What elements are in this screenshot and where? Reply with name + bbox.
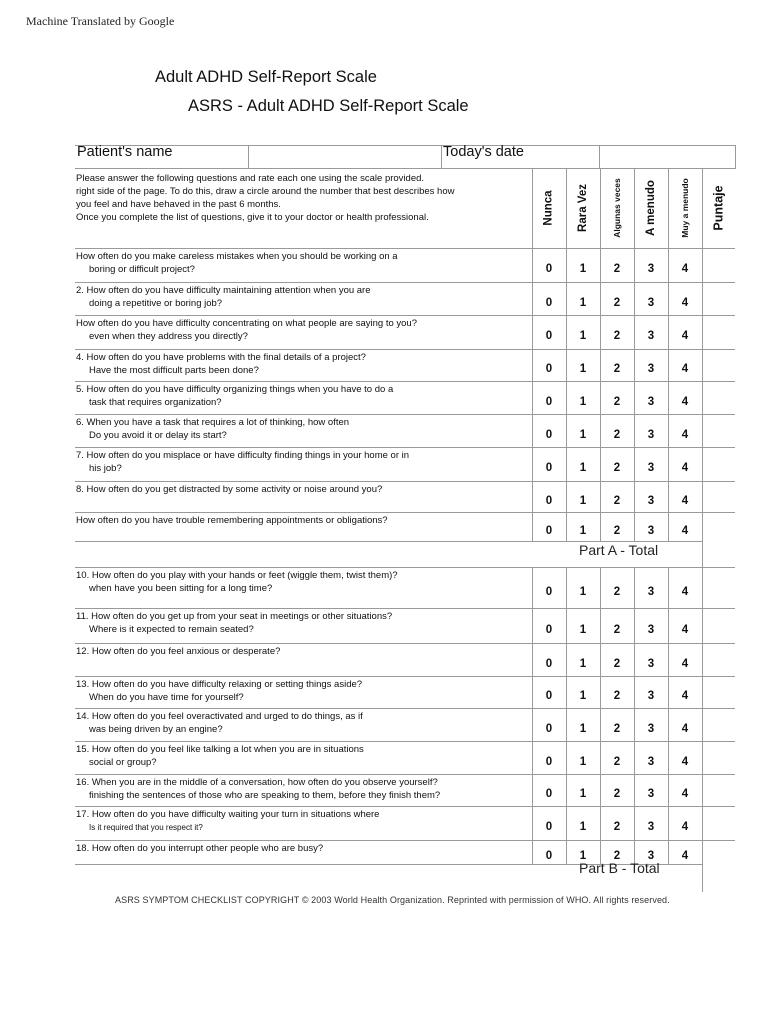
question-text-continued: Do you avoid it or delay its start? <box>89 429 227 441</box>
column-divider <box>702 168 703 541</box>
score-option[interactable]: 1 <box>579 586 587 598</box>
score-option[interactable]: 0 <box>545 850 553 862</box>
question-item <box>76 352 366 377</box>
score-option[interactable]: 3 <box>647 495 655 507</box>
question-text-continued: even when they address you directly? <box>89 330 248 342</box>
question-item <box>76 809 379 834</box>
todays-date-label: Today's date <box>443 144 524 160</box>
score-option[interactable]: 3 <box>647 658 655 670</box>
question-item <box>76 570 398 595</box>
score-option[interactable]: 2 <box>613 263 621 275</box>
score-option[interactable]: 1 <box>579 396 587 408</box>
column-divider <box>702 864 703 892</box>
row-divider <box>75 567 735 568</box>
score-option[interactable]: 3 <box>647 821 655 833</box>
question-text-continued: doing a repetitive or boring job? <box>89 297 223 309</box>
instructions <box>76 172 516 224</box>
score-option[interactable]: 4 <box>681 850 689 862</box>
score-option[interactable]: 3 <box>647 429 655 441</box>
row-divider <box>75 248 735 249</box>
score-option[interactable]: 1 <box>579 821 587 833</box>
score-option[interactable]: 3 <box>647 756 655 768</box>
score-option[interactable]: 2 <box>613 690 621 702</box>
score-option[interactable]: 1 <box>579 429 587 441</box>
score-option[interactable]: 0 <box>545 363 553 375</box>
score-option[interactable]: 3 <box>647 850 655 862</box>
score-option[interactable]: 4 <box>681 363 689 375</box>
score-option[interactable]: 2 <box>613 658 621 670</box>
score-option[interactable]: 3 <box>647 462 655 474</box>
score-option[interactable]: 3 <box>647 586 655 598</box>
score-option[interactable]: 0 <box>545 821 553 833</box>
column-header-puntaje: Puntaje <box>712 185 726 231</box>
question-text: 5. How often do you have difficulty organizing things when you have to do a <box>76 384 394 395</box>
row-divider <box>75 643 735 644</box>
score-option[interactable]: 2 <box>613 462 621 474</box>
question-text: 10. How often do you play with your hands or feet (wiggle them, twist them)? <box>76 570 398 581</box>
row-divider <box>75 349 735 350</box>
question-text-continued: when have you been sitting for a long time? <box>89 582 273 594</box>
question-text-continued: Have the most difficult parts been done? <box>89 364 259 376</box>
score-option[interactable]: 1 <box>579 723 587 735</box>
row-divider <box>75 708 735 709</box>
question-text: 12. How often do you feel anxious or desperate? <box>76 646 281 657</box>
score-option[interactable]: 1 <box>579 525 587 537</box>
score-option[interactable]: 2 <box>613 363 621 375</box>
question-item <box>76 711 363 736</box>
score-option[interactable]: 3 <box>647 624 655 636</box>
score-option[interactable]: 4 <box>681 297 689 309</box>
machine-translated-note: Machine Translated by Google <box>26 14 175 28</box>
question-item <box>76 417 349 442</box>
column-divider <box>735 145 736 169</box>
question-text: 4. How often do you have problems with the final details of a project? <box>76 352 366 363</box>
column-divider <box>702 567 703 864</box>
score-option[interactable]: 1 <box>579 788 587 800</box>
question-text-continued: boring or difficult project? <box>89 263 195 275</box>
score-option[interactable]: 2 <box>613 586 621 598</box>
question-text: 16. When you are in the middle of a conversation, how often do you observe yourself? <box>76 777 438 788</box>
score-option[interactable]: 0 <box>545 525 553 537</box>
part-a-total-label: Part A - Total <box>579 542 659 558</box>
score-option[interactable]: 3 <box>647 396 655 408</box>
score-option[interactable]: 4 <box>681 690 689 702</box>
question-text: 6. When you have a task that requires a lot of thinking, how often <box>76 417 350 428</box>
score-option[interactable]: 4 <box>681 263 689 275</box>
question-text: 2. How often do you have difficulty maintaining attention when you are <box>76 285 371 296</box>
column-divider <box>566 168 567 541</box>
question-text-continued: social or group? <box>89 756 157 768</box>
date-divider <box>441 145 442 169</box>
score-option[interactable]: 3 <box>647 525 655 537</box>
score-option[interactable]: 0 <box>545 788 553 800</box>
score-option[interactable]: 0 <box>545 495 553 507</box>
question-text: 13. How often do you have difficulty relaxing or setting things aside? <box>76 679 363 690</box>
question-text: How often do you have difficulty concentrating on what people are saying to you? <box>76 318 417 329</box>
score-option[interactable]: 4 <box>681 658 689 670</box>
score-option[interactable]: 3 <box>647 788 655 800</box>
row-divider <box>75 512 735 513</box>
column-divider <box>634 168 635 541</box>
name-divider <box>248 145 249 169</box>
column-divider <box>600 567 601 864</box>
score-option[interactable]: 0 <box>545 690 553 702</box>
column-header-rara-vez: Rara Vez <box>577 184 590 232</box>
score-option[interactable]: 3 <box>647 363 655 375</box>
page-title: Adult ADHD Self-Report Scale <box>155 68 377 86</box>
row-divider <box>75 608 735 609</box>
column-divider <box>702 541 703 567</box>
score-option[interactable]: 1 <box>579 658 587 670</box>
column-divider <box>600 168 601 541</box>
score-option[interactable]: 0 <box>545 396 553 408</box>
question-text: How often do you have trouble remembering appointments or obligations? <box>76 515 388 526</box>
question-text: 15. How often do you feel like talking a lot when you are in situations <box>76 744 364 755</box>
question-text: 14. How often do you feel overactivated and urged to do things, as if <box>76 711 363 722</box>
score-option[interactable]: 3 <box>647 690 655 702</box>
score-option[interactable]: 2 <box>613 723 621 735</box>
score-option[interactable]: 0 <box>545 429 553 441</box>
question-text: How often do you make careless mistakes when you should be working on a <box>76 251 398 262</box>
row-divider <box>75 282 735 283</box>
column-divider <box>532 168 533 541</box>
score-option[interactable]: 2 <box>613 850 621 862</box>
score-option[interactable]: 0 <box>545 658 553 670</box>
score-option[interactable]: 2 <box>613 821 621 833</box>
score-option[interactable]: 0 <box>545 297 553 309</box>
question-item <box>76 484 382 497</box>
score-option[interactable]: 4 <box>681 330 689 342</box>
part-b-total-label: Part B - Total <box>579 860 660 876</box>
instruction-line: Once you complete the list of questions, give it to your doctor or health professional. <box>76 212 429 223</box>
column-header-nunca: Nunca <box>543 190 555 226</box>
score-option[interactable]: 0 <box>545 723 553 735</box>
score-option[interactable]: 3 <box>647 263 655 275</box>
question-text: 11. How often do you get up from your seat in meetings or other situations? <box>76 611 393 622</box>
score-option[interactable]: 2 <box>613 495 621 507</box>
score-option[interactable]: 3 <box>647 723 655 735</box>
score-option[interactable]: 1 <box>579 363 587 375</box>
score-option[interactable]: 4 <box>681 723 689 735</box>
question-text: 7. How often do you misplace or have difficulty finding things in your home or in <box>76 450 410 461</box>
question-text-continued: task that requires organization? <box>89 396 222 408</box>
score-option[interactable]: 4 <box>681 525 689 537</box>
column-header-algunas-veces: Algunas veces <box>612 178 622 238</box>
score-option[interactable]: 0 <box>545 330 553 342</box>
question-text: 18. How often do you interrupt other people who are busy? <box>76 843 324 854</box>
score-option[interactable]: 4 <box>681 756 689 768</box>
score-option[interactable]: 1 <box>579 756 587 768</box>
score-option[interactable]: 4 <box>681 396 689 408</box>
score-option[interactable]: 1 <box>579 330 587 342</box>
column-divider <box>532 567 533 864</box>
score-option[interactable]: 4 <box>681 788 689 800</box>
question-text: 8. How often do you get distracted by some activity or noise around you? <box>76 484 383 495</box>
score-option[interactable]: 1 <box>579 850 587 862</box>
question-item <box>76 384 393 409</box>
score-option[interactable]: 0 <box>545 756 553 768</box>
score-option[interactable]: 2 <box>613 788 621 800</box>
score-option[interactable]: 2 <box>613 624 621 636</box>
header-bottom-border <box>75 168 735 169</box>
score-option[interactable]: 1 <box>579 495 587 507</box>
score-option[interactable]: 0 <box>545 263 553 275</box>
score-option[interactable]: 1 <box>579 690 587 702</box>
column-divider <box>634 567 635 864</box>
column-divider <box>668 168 669 541</box>
score-option[interactable]: 0 <box>545 462 553 474</box>
row-divider <box>75 315 735 316</box>
row-divider <box>75 481 735 482</box>
score-option[interactable]: 0 <box>545 586 553 598</box>
score-option[interactable]: 1 <box>579 263 587 275</box>
row-divider <box>75 447 735 448</box>
score-option[interactable]: 1 <box>579 624 587 636</box>
question-item <box>76 679 362 704</box>
question-item <box>76 843 323 856</box>
score-option[interactable]: 4 <box>681 624 689 636</box>
row-divider <box>75 840 735 841</box>
question-item <box>76 777 440 802</box>
question-text-continued: finishing the sentences of those who are speaking to them, before they finish them? <box>89 789 441 801</box>
instruction-line: you feel and have behaved in the past 6 months. <box>76 199 281 210</box>
row-divider <box>75 676 735 677</box>
score-option[interactable]: 1 <box>579 297 587 309</box>
score-option[interactable]: 2 <box>613 525 621 537</box>
row-divider <box>75 741 735 742</box>
column-header-a-menudo: A menudo <box>645 180 658 236</box>
question-text-continued: was being driven by an engine? <box>89 723 223 735</box>
question-item <box>76 744 364 769</box>
instruction-line: Please answer the following questions and rate each one using the scale provided. <box>76 173 425 184</box>
score-option[interactable]: 4 <box>681 495 689 507</box>
score-option[interactable]: 2 <box>613 330 621 342</box>
date-end-divider <box>599 145 600 169</box>
question-text-continued: When do you have time for yourself? <box>89 691 244 703</box>
question-text-continued: Is it required that you respect it? <box>89 822 203 832</box>
column-header-muy-a-menudo: Muy a menudo <box>680 178 691 238</box>
score-option[interactable]: 4 <box>681 821 689 833</box>
question-text-continued: his job? <box>89 462 122 474</box>
patient-name-label: Patient's name <box>77 144 173 160</box>
page-subtitle: ASRS - Adult ADHD Self-Report Scale <box>188 97 469 115</box>
score-option[interactable]: 4 <box>681 429 689 441</box>
score-option[interactable]: 2 <box>613 396 621 408</box>
score-option[interactable]: 4 <box>681 462 689 474</box>
score-option[interactable]: 2 <box>613 429 621 441</box>
question-text: 17. How often do you have difficulty waiting your turn in situations where <box>76 809 380 820</box>
instruction-line: right side of the page. To do this, draw a circle around the number that best describes how <box>76 186 455 197</box>
question-item <box>76 318 417 343</box>
question-item <box>76 285 371 310</box>
copyright-notice: ASRS SYMPTOM CHECKLIST COPYRIGHT © 2003 World Health Organization. Reprinted with permission of WHO. All rights reserved. <box>115 895 670 905</box>
score-option[interactable]: 4 <box>681 586 689 598</box>
question-item <box>76 515 388 528</box>
question-text-continued: Where is it expected to remain seated? <box>89 623 254 635</box>
question-item <box>76 646 280 659</box>
score-option[interactable]: 1 <box>579 462 587 474</box>
score-option[interactable]: 2 <box>613 297 621 309</box>
score-option[interactable]: 3 <box>647 330 655 342</box>
column-divider <box>668 567 669 864</box>
score-option[interactable]: 0 <box>545 624 553 636</box>
row-divider <box>75 414 735 415</box>
row-divider <box>75 774 735 775</box>
question-item <box>76 611 392 636</box>
question-item <box>76 450 409 475</box>
score-option[interactable]: 2 <box>613 756 621 768</box>
header-top-border <box>75 145 735 146</box>
column-divider <box>566 567 567 864</box>
row-divider <box>75 381 735 382</box>
row-divider <box>75 806 735 807</box>
score-option[interactable]: 3 <box>647 297 655 309</box>
question-item <box>76 251 398 276</box>
